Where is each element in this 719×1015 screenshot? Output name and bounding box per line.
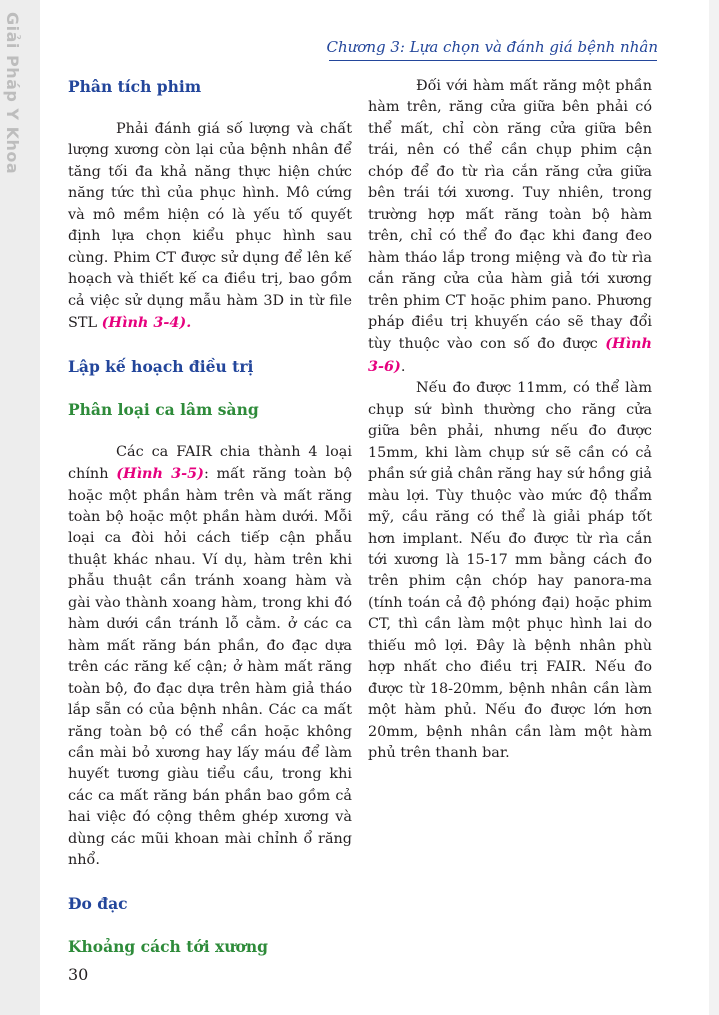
side-book-title: Giải Pháp Y Khoa [3,12,22,175]
figure-reference-3-4[interactable]: (Hình 3-4). [101,313,192,331]
page-number: 30 [68,965,89,984]
header-rule [329,60,657,61]
paragraph-measurement-results: Nếu đo được 11mm, có thể làm chụp sứ bình thường cho răng cửa giữa bên phải, nhưng nếu đo được 15mm, khi làm chụp sứ sẽ cần có cả phần sứ giả chân răng hay sứ hồng giả màu lợi. Tùy thuộc vào mức độ thẩm mỹ, cầu răng có thể là giải pháp tốt hơn implant. Nếu đo được từ rìa cắn tới xương là 15-17 mm bằng cách đo trên phim cận chóp hay panora-ma (tính toán cả độ phóng đại) hoặc phim CT, thì cần làm một phục hình lai do thiếu mô lợi. Đây là bệnh nhân phù hợp nhất cho điều trị FAIR. Nếu đo được từ 18-20mm, bệnh nhân cần làm một hàm phủ. Nếu đo được lớn hơn 20mm, bệnh nhân cần làm một hàm phủ trên thanh bar. [368,380,652,762]
figure-reference-3-5[interactable]: (Hình 3-5) [116,465,204,483]
right-column [368,76,652,765]
chapter-header: Chương 3: Lựa chọn và đánh giá bệnh nhân [326,38,658,56]
page-edge [709,0,719,1015]
heading-film-analysis: Phân tích phim [68,77,202,96]
heading-treatment-planning: Lập kế hoạch điều trị [68,356,254,376]
heading-measurement: Đo đạc [68,894,128,914]
figure-reference-3-6[interactable]: (Hình 3-6) [368,335,652,375]
paragraph-case-classification: Các ca FAIR chia thành 4 loại chính (Hình 3-5): mất răng toàn bộ hoặc một phần hàm trên và mất răng toàn bộ hoặc một phần hàm dưới. Mỗi loại ca đòi hỏi cách tiếp cận phẫu thuật khác nhau. Ví dụ, hàm trên khi phẫu thuật cần tránh xoang hàm và gài vào thành xoang hàm, trong khi đó hàm dưới cần tránh lỗ cằm. ở các ca hàm mất răng bán phần, đo đạc dựa trên các răng kế cận; ở hàm mất răng toàn bộ, đo đạc dựa trên hàm giả tháo lắp sẵn có của bệnh nhân. Các ca mất răng toàn bộ có thể cần hoặc không cần mài bỏ xương hay lấy máu để làm huyết tương giàu tiểu cầu, trong khi các ca mất răng bán phần bao gồm cả hai việc đó cộng thêm ghép xương và dùng các mũi khoan mài chỉnh ổ răng nhổ. [68,443,352,869]
paragraph-partial-upper-jaw: Đối với hàm mất răng một phần hàm trên, răng cửa giữa bên phải có thể mất, chỉ còn răng cửa giữa bên trái, nên có thể cần chụp phim cận chóp để đo từ rìa cắn răng cửa giữa bên trái tới xương. Tuy nhiên, trong trường hợp mất răng toàn bộ hàm trên, chỉ có thể đo đạc khi đang đeo hàm tháo lắp trong miệng và đo từ rìa cắn răng cửa của hàm giả tới xương trên phim CT hoặc phim pano. Phương pháp điều trị khuyến cáo sẽ thay đổi tùy thuộc vào con số đo được (Hình 3-6). [368,78,652,375]
paragraph-film-analysis: Phải đánh giá số lượng và chất lượng xương còn lại của bệnh nhân để tăng tối đa khả năng thực hiện chức năng tức thì của phục hình. Mô cứng và mô mềm hiện có là yếu tố quyết định lựa chọn kiểu phục hình sau cùng. Phim CT được sử dụng để lên kế hoạch và thiết kế ca điều trị, bao gồm cả việc sử dụng mẫu hàm 3D in từ file STL (Hình 3-4). [68,120,352,331]
side-strip [0,0,40,1015]
heading-distance-to-bone: Khoảng cách tới xương [68,937,268,957]
left-column [68,76,352,957]
heading-case-classification: Phân loại ca lâm sàng [68,399,259,419]
